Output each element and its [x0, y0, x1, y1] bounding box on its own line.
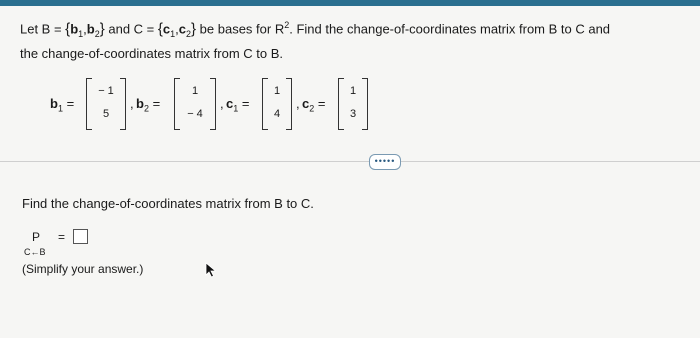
vector-label-b1: $b_1$ = [50, 96, 75, 114]
expand-more-button[interactable]: ••••• [369, 154, 401, 170]
mouse-pointer-icon [205, 262, 217, 278]
vector-b1-bottom: 5 [102, 108, 110, 120]
vector-c1 [262, 78, 292, 130]
vector-b2-bottom: − 4 [187, 108, 203, 120]
problem-statement: Let $B = \{b_1,b_2\}$ and $C = \{c_1,c_2\}$ be bases for $R^2$. Find the change-of-coordinates matrix from B to C and the change-of-coordinates matrix from C to B. [20, 20, 611, 61]
vector-label-b2: $b_2$ = [136, 96, 161, 114]
vector-c2-top: 1 [349, 85, 357, 97]
section-divider [0, 161, 700, 162]
vector-b2 [174, 78, 216, 130]
matrix-p-label: P [32, 230, 41, 244]
vector-c2-bottom: 3 [349, 108, 357, 120]
vector-c2 [338, 78, 368, 130]
answer-input-box[interactable] [73, 229, 88, 244]
vector-b1-top: − 1 [98, 85, 114, 97]
vector-b1 [86, 78, 126, 130]
vector-label-c2: $c_2$ = [302, 96, 326, 114]
equals-sign: = [58, 230, 66, 244]
question-text: Find the change-of-coordinates matrix from B to C. [22, 196, 314, 211]
vector-label-c1: $c_1$ = [226, 96, 250, 114]
simplify-hint: (Simplify your answer.) [22, 262, 144, 276]
matrix-subscript: C←B [24, 247, 46, 257]
vector-c1-bottom: 4 [273, 108, 281, 120]
vector-b2-top: 1 [191, 85, 199, 97]
vector-c1-top: 1 [273, 85, 281, 97]
